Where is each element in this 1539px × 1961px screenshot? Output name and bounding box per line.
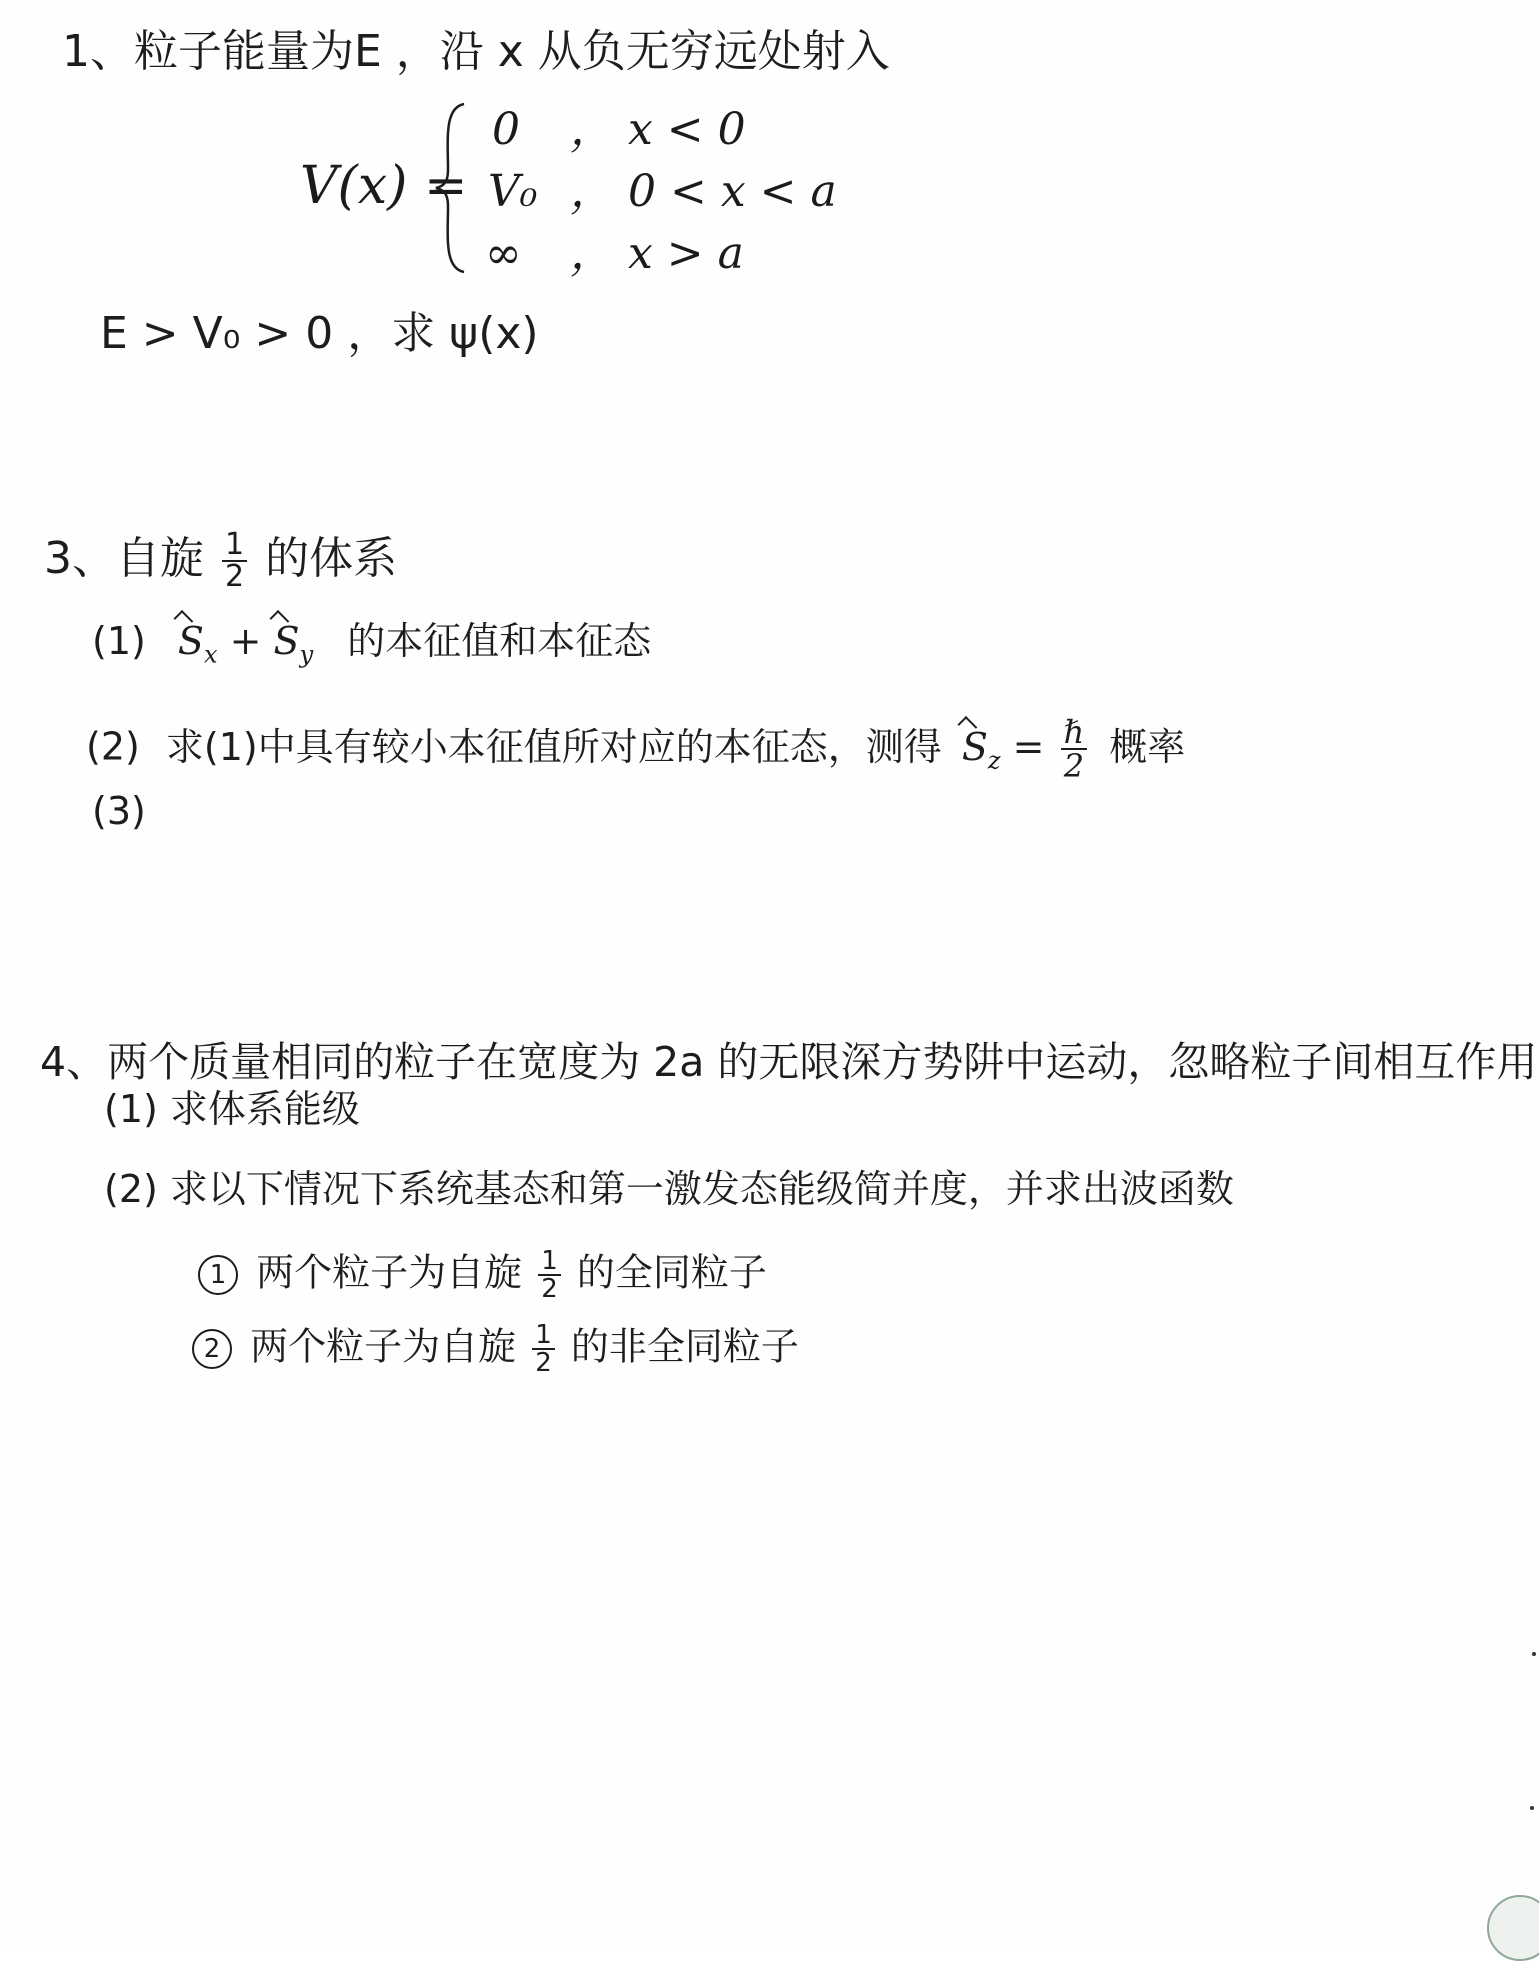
q3-title-prefix: 3、自旋 [44,533,204,584]
q1-potential-lhs: V(x) = [300,156,468,216]
margin-mark [1532,1652,1536,1656]
q3-hbar-fraction [1061,713,1088,785]
q4-case2-suffix: 的非全同粒子 [570,1324,799,1369]
q4-part2: (2) 求以下情况下系统基态和第一激发态能级简并度，并求出波函数 [104,1167,1234,1211]
q3-sx-sub: x [203,640,218,669]
q3-part2-label: (2) [86,724,140,769]
q3-sx-symbol: S [177,619,204,663]
q3-hbar-den: 2 [1063,747,1085,785]
q3-half-fraction [222,527,247,594]
q3-hbar: ℏ [1061,716,1088,750]
q3-part1-label: (1) [92,619,146,663]
q3-part2-tail: 概率 [1109,724,1186,769]
circled-number-1: 1 [198,1255,238,1295]
q1-case3-value: ∞ [485,228,522,279]
circled-number-2: 2 [192,1329,232,1369]
q4-case2 [192,1322,799,1376]
q4-case2-half-den: 2 [535,1348,552,1378]
q3-half-num: 1 [222,530,247,562]
q3-sy-operator [273,619,314,669]
q3-part2 [86,713,1186,785]
q4-title: 4、两个质量相同的粒子在宽度为 2a 的无限深方势阱中运动，忽略粒子间相互作用 [40,1038,1538,1086]
q3-half-den: 2 [225,559,245,594]
q4-part1: (1) 求体系能级 [104,1087,360,1131]
q3-equals: = [1012,724,1045,769]
q3-sy-symbol: S [273,619,300,663]
q1-case1-value: 0 [492,104,520,155]
q3-part2-text: 求(1)中具有较小本征值所对应的本征态，测得 [165,724,942,769]
q4-case1 [198,1248,767,1302]
q3-title [44,527,398,594]
q4-case1-half-fraction [538,1248,561,1302]
q3-sz-operator [961,724,1001,775]
margin-mark [1530,1806,1534,1810]
piecewise-brace [430,100,470,275]
q3-sx-operator [177,619,218,669]
q3-part1 [92,619,652,669]
q4-case2-half-num: 1 [532,1322,555,1350]
q4-case1-half-num: 1 [538,1248,561,1276]
q1-title: 1、粒子能量为E ，沿 x 从负无穷远处射入 [62,26,890,77]
corner-overlay [1487,1895,1539,1961]
q3-sz-sub: z [987,746,1001,775]
q4-case2-half-fraction [532,1322,555,1376]
q3-plus: + [229,619,262,663]
q3-sz-symbol: S [961,724,988,769]
q4-case1-half-den: 2 [541,1274,558,1304]
q1-case1-cond: ， x < 0 [570,104,746,155]
q1-case2-cond: ， 0 < x < a [570,166,837,217]
q3-sy-sub: y [299,640,314,669]
q1-condition: E > V₀ > 0 ，求 ψ(x) [100,308,539,359]
q1-case3-cond: ， x > a [570,228,744,279]
q1-case2-value: V₀ [488,166,538,217]
q3-part3-label: (3) [92,789,146,833]
q3-part1-text: 的本征值和本征态 [347,619,652,663]
q3-title-suffix: 的体系 [265,533,398,584]
q4-case2-prefix: 两个粒子为自旋 [250,1324,517,1369]
q4-case1-prefix: 两个粒子为自旋 [256,1250,523,1295]
q4-case1-suffix: 的全同粒子 [576,1250,767,1295]
